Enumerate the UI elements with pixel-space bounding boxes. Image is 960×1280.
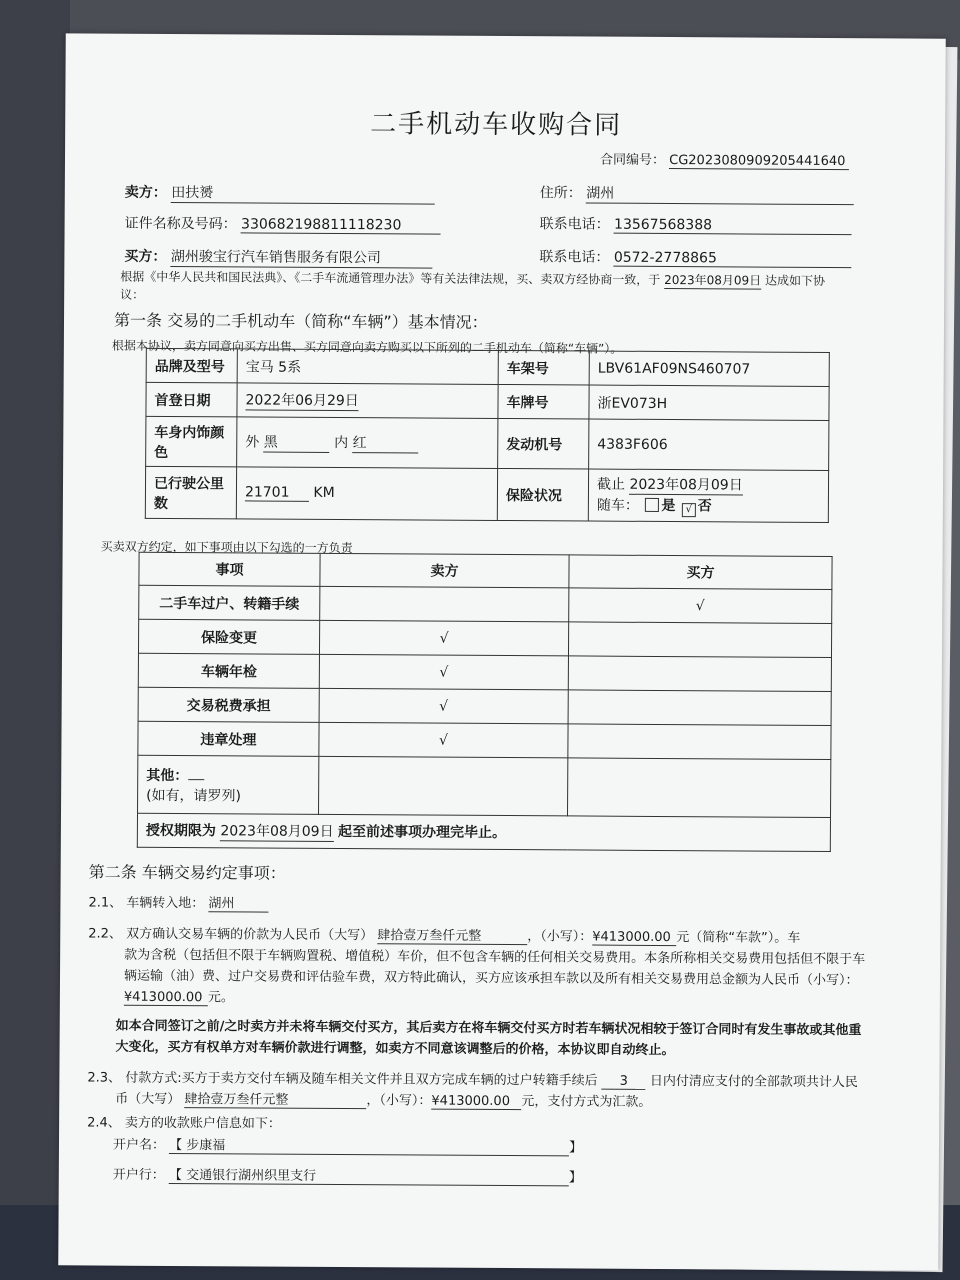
preamble-tail: 达成如下协 <box>764 273 826 288</box>
other-cell <box>138 755 319 814</box>
int-color: 红 <box>353 432 419 453</box>
preamble <box>120 268 825 290</box>
contract-number <box>600 149 849 171</box>
engine-label: 发动机号 <box>498 418 589 469</box>
color-label <box>146 416 237 467</box>
clause-2-3-amount-small: ¥413000.00 <box>431 1094 521 1111</box>
accompany-label: 随车： <box>596 497 639 514</box>
insurance-prefix: 截止 <box>596 476 626 493</box>
auth-tail: 起至前述事项办理完毕止。 <box>338 824 507 842</box>
clause-2-1 <box>88 891 268 912</box>
clause-2-2-line4 <box>124 986 234 1007</box>
clause-2-4-num: 2.4、 <box>87 1115 121 1131</box>
clause-2-2-text-b: ，（小写）： <box>527 929 593 945</box>
other-seller <box>319 756 568 816</box>
bank-field <box>169 1164 569 1186</box>
buyer-name: 湖州骏宝行汽车销售服务有限公司 <box>171 246 433 269</box>
reg-date-cell <box>237 383 498 419</box>
auth-label: 授权期限为 <box>145 822 216 840</box>
article2-heading: 第二条 车辆交易约定事项： <box>88 862 286 883</box>
mileage-label-line1: 已行驶公里 <box>153 475 225 492</box>
contract-page <box>58 33 946 1270</box>
contract-number-label: 合同编号： <box>599 152 666 168</box>
clause-2-1-value: 湖州 <box>208 892 268 912</box>
bank-label: 开户行： <box>112 1167 165 1183</box>
row-seller <box>320 586 569 622</box>
row-item: 交易税费承担 <box>138 687 319 722</box>
clause-2-4 <box>87 1111 281 1131</box>
row-buyer <box>568 724 831 760</box>
row-buyer <box>568 690 831 726</box>
bank-row <box>113 1164 582 1187</box>
row-buyer <box>568 656 831 692</box>
account-holder-value: 步康福 <box>186 1138 226 1154</box>
clause-2-2-text-a: 双方确认交易车辆的价款为人民币（大写） <box>126 926 374 944</box>
clause-2-4-label: 卖方的收款账户信息如下： <box>124 1115 282 1132</box>
account-holder-field <box>169 1134 569 1156</box>
other-label: 其他： <box>146 767 189 784</box>
plate-value: 浙EV073H <box>589 385 829 420</box>
seller-id-label: 证件名称及号码： <box>124 215 237 233</box>
clause-2-3-text-e: 元，支付方式为汇款。 <box>521 1094 652 1110</box>
seller-address-row <box>540 182 855 205</box>
header-seller: 卖方 <box>320 553 569 588</box>
row-seller: √ <box>319 722 568 758</box>
header-item: 事项 <box>139 552 320 586</box>
vin-value: LBV61AF09NS460707 <box>589 351 829 386</box>
row-seller: √ <box>319 620 568 656</box>
no-checkbox: √ <box>682 503 696 517</box>
left-bracket: 【 <box>168 1167 183 1184</box>
seller-row <box>125 182 436 205</box>
preamble-date: 2023年08月09日 <box>664 272 762 288</box>
mileage-cell <box>236 467 497 521</box>
row-item: 违章处理 <box>138 721 319 756</box>
reg-date-value: 2022年06月29日 <box>245 389 358 411</box>
bold-clause-line1: 如本合同签订之前/之时卖方并未将车辆交付买方，其后卖方在将车辆交付买方时若车辆状况相较于签订合同时有发生事故或其他重 <box>115 1018 862 1039</box>
row-buyer: √ <box>569 588 832 624</box>
seller-label: 卖方： <box>124 184 167 201</box>
mileage-label <box>145 466 236 519</box>
color-label-line2: 色 <box>154 444 169 461</box>
auth-date: 2023年08月09日 <box>220 820 333 842</box>
bold-clause-line2: 大变化，买方有权单方对车辆价款进行调整，如卖方不同意该调整后的价格，本协议即自动终止。 <box>115 1039 675 1059</box>
row-item: 二手车过户、转籍手续 <box>139 585 320 620</box>
table-row <box>139 585 832 623</box>
color-label-line1: 车身内饰颜 <box>154 424 225 441</box>
row-item: 车辆年检 <box>138 653 319 688</box>
mileage-unit: KM <box>313 484 335 501</box>
clause-2-3-text-b: 日内付清应支付的全部款项共计人民 <box>649 1073 858 1091</box>
buyer-phone-row <box>539 246 852 268</box>
engine-value: 4383F606 <box>589 419 829 470</box>
table-row <box>138 721 831 759</box>
int-prefix: 内 <box>334 434 349 452</box>
buyer-phone: 0572-2778865 <box>614 250 852 268</box>
header-buyer: 买方 <box>569 555 832 590</box>
yes-label: 是 <box>661 497 676 515</box>
left-bracket: 【 <box>169 1137 183 1154</box>
page-title: 二手机动车收购合同 <box>370 109 623 141</box>
reg-date-label: 首登日期 <box>146 382 237 417</box>
preamble-line2: 议： <box>120 287 145 302</box>
seller-address: 湖州 <box>586 183 854 206</box>
brand-value: 宝马 5系 <box>237 349 498 385</box>
clause-2-2-amount-big: 肆拾壹万叁仟元整 <box>377 924 527 945</box>
row-seller: √ <box>319 688 568 724</box>
seller-phone-row <box>540 213 853 235</box>
buyer-phone-label: 联系电话： <box>539 249 610 266</box>
insurance-label: 保险状况 <box>497 468 588 521</box>
vehicle-table <box>145 348 830 523</box>
article1-heading: 第一条 交易的二手机动车（简称“车辆”）基本情况： <box>113 310 488 332</box>
right-bracket: 】 <box>568 1170 583 1186</box>
yes-checkbox <box>645 498 659 512</box>
ext-prefix: 外 <box>245 434 260 451</box>
seller-phone-label: 联系电话： <box>539 216 610 233</box>
vin-label: 车架号 <box>498 350 589 385</box>
row-seller: √ <box>319 654 568 690</box>
insurance-date: 2023年08月09日 <box>629 474 742 496</box>
table-row <box>138 619 831 657</box>
row-buyer <box>568 622 831 658</box>
clause-2-3-num: 2.3、 <box>87 1070 122 1086</box>
seller-id-row <box>125 213 442 235</box>
seller-phone: 13567568388 <box>614 217 852 235</box>
clause-2-2-num: 2.2、 <box>88 926 123 942</box>
responsibility-table <box>137 552 833 852</box>
insurance-cell <box>588 469 828 522</box>
clause-2-2-unit: 元。 <box>207 990 234 1006</box>
no-label: 否 <box>697 498 712 515</box>
buyer-row <box>124 246 433 269</box>
clause-2-1-label: 车辆转入地： <box>126 895 205 912</box>
row-item: 保险变更 <box>138 619 319 654</box>
clause-2-2-line2: 款为含税（包括但不限于车辆购置税、增值税）车价，但不包含车辆的任何相关交易费用。本条所称相关交易费用包括但不限于车 <box>124 947 866 968</box>
agreement-intro: 买卖双方约定，如下事项由以下勾选的一方负责 <box>100 539 353 556</box>
account-holder-label: 开户名： <box>112 1137 166 1153</box>
other-value <box>188 779 204 780</box>
clause-2-2-text-c: 元（简称“车款”）。车 <box>676 930 801 946</box>
contract-number-value: CG2023080909205441640 <box>669 153 849 170</box>
other-note: (如有，请罗列) <box>146 787 242 804</box>
clause-2-3-amount-big: 肆拾壹万叁仟元整 <box>184 1088 366 1109</box>
other-buyer <box>568 758 831 818</box>
article1-intro: 根据本协议，卖方同意向买方出售、买方同意向卖方购买以下所列的二手机动车（简称“车辆”）。 <box>111 338 623 356</box>
mileage-value: 21701 <box>245 484 309 501</box>
seller-name: 田扶赟 <box>171 182 435 205</box>
clause-2-2-total: ¥413000.00 <box>124 990 208 1007</box>
color-cell <box>237 417 498 469</box>
account-holder-row <box>113 1134 582 1157</box>
buyer-label: 买方： <box>124 248 167 265</box>
clause-2-1-num: 2.1、 <box>88 895 123 911</box>
plate-label: 车牌号 <box>498 384 589 419</box>
bank-value: 交通银行湖州织里支行 <box>186 1168 317 1184</box>
clause-2-2-line3: 辆运输（油）费、过户交易费和评估验车费，双方特此确认，买方应该承担车款以及所有相关交易费用总金额为人民币（小写）： <box>123 968 859 989</box>
auth-cell <box>137 813 830 851</box>
clause-2-3-text-d: ，（小写）： <box>366 1093 432 1109</box>
mileage-label-line2: 数 <box>153 495 168 512</box>
brand-label: 品牌及型号 <box>146 348 237 383</box>
table-row <box>138 687 831 725</box>
clause-2-3-text-c: 币（大写） <box>115 1091 181 1108</box>
clause-2-3-line2 <box>115 1088 651 1111</box>
seller-id: 330682198811118230 <box>241 216 441 234</box>
table-row <box>138 653 831 691</box>
right-bracket: 】 <box>569 1140 583 1156</box>
seller-address-label: 住所： <box>539 185 582 202</box>
ext-color: 黑 <box>264 432 330 453</box>
preamble-text: 根据《中华人民共和国民法典》、《二手车流通管理办法》等有关法律法规，买、卖双方经协商一致，于 <box>120 269 661 287</box>
clause-2-3-text-a: 付款方式:买方于卖方交付车辆及随车相关文件并且双方完成车辆的过户转籍手续后 <box>125 1070 598 1089</box>
clause-2-3-days: 3 <box>602 1074 646 1090</box>
clause-2-2-amount-small: ¥413000.00 <box>592 930 676 947</box>
